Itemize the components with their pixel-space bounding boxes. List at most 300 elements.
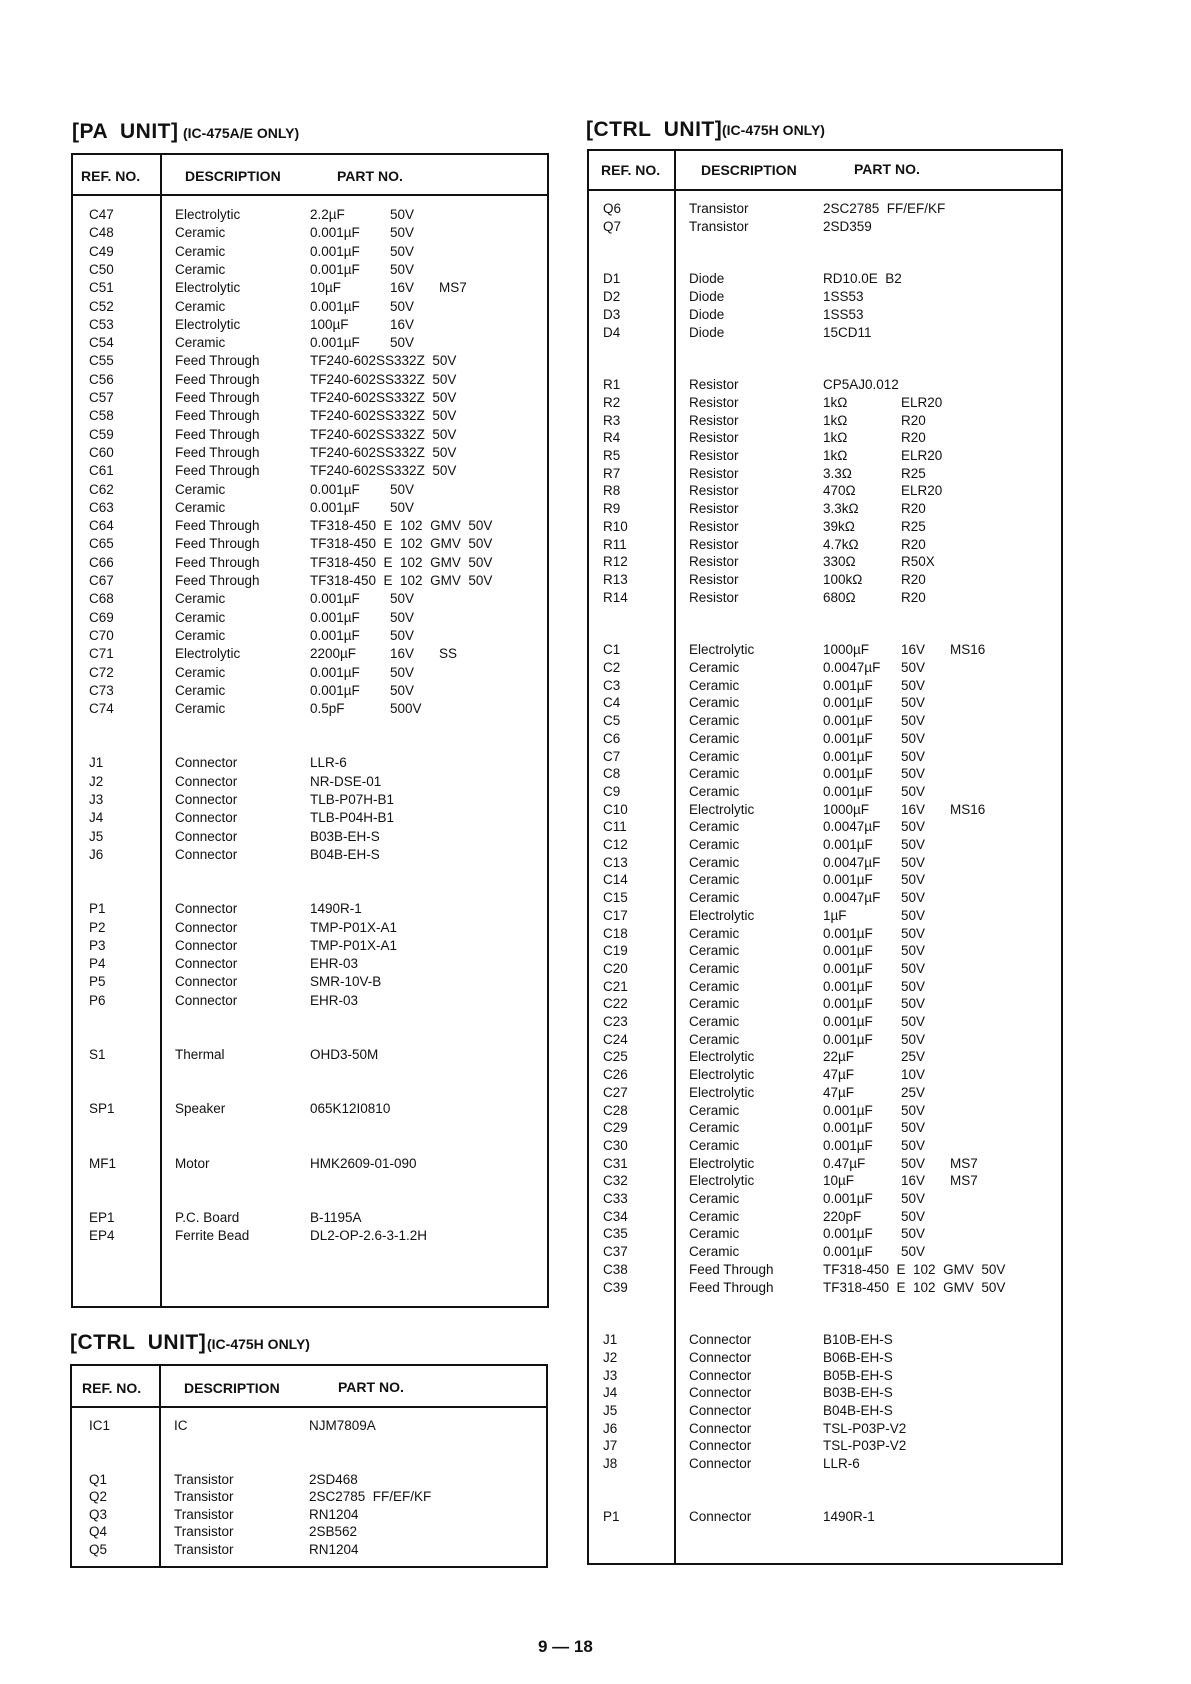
part-no: 220pF xyxy=(823,1208,862,1224)
description: Resistor xyxy=(689,483,739,499)
ref-no: J5 xyxy=(603,1403,618,1418)
part-rating: 16V xyxy=(390,646,415,662)
description: Electrolytic xyxy=(689,1084,755,1100)
ref-no: C62 xyxy=(89,481,114,497)
description: Connector xyxy=(175,828,238,844)
part-rating: ELR20 xyxy=(901,448,943,463)
part-no: 0.001µF xyxy=(823,960,873,976)
part-no: TSL-P03P-V2 xyxy=(823,1438,907,1454)
description: Ceramic xyxy=(689,854,740,870)
description: Connector xyxy=(175,792,238,807)
ref-no: R5 xyxy=(603,448,621,463)
part-no: TF318-450 E 102 GMV 50V xyxy=(823,1261,1006,1277)
ref-no: C24 xyxy=(603,1031,628,1047)
part-no: 065K12I0810 xyxy=(310,1101,391,1117)
ref-no: J5 xyxy=(89,828,104,844)
description: Feed Through xyxy=(175,536,260,552)
header-divider xyxy=(72,1406,546,1408)
ref-no: P1 xyxy=(89,901,106,917)
description: Motor xyxy=(175,1155,210,1171)
part-no: 2SC2785 FF/EF/KF xyxy=(823,201,946,216)
header-ref-no: REF. NO. xyxy=(82,1380,142,1396)
ref-no: Q2 xyxy=(89,1489,108,1504)
part-no: B-1195A xyxy=(310,1209,362,1225)
part-no: 1000µF xyxy=(823,801,870,817)
ref-no: Q6 xyxy=(603,201,622,216)
description: Connector xyxy=(689,1367,752,1383)
ref-no: R7 xyxy=(603,465,621,481)
description: Ceramic xyxy=(689,1102,740,1118)
part-rating: 50V xyxy=(901,730,926,746)
part-rating: 50V xyxy=(901,677,926,693)
description: Transistor xyxy=(174,1489,234,1504)
description: Ceramic xyxy=(689,978,740,994)
ref-no: C17 xyxy=(603,907,628,923)
ref-no: Q1 xyxy=(89,1471,108,1487)
part-no: TF318-450 E 102 GMV 50V xyxy=(310,536,493,552)
description: Electrolytic xyxy=(689,801,755,817)
description: Feed Through xyxy=(689,1261,774,1277)
part-no: B04B-EH-S xyxy=(823,1403,893,1418)
header-ref-no: REF. NO. xyxy=(601,162,661,178)
part-no: 2200µF xyxy=(310,646,357,662)
ref-no: C15 xyxy=(603,890,628,906)
header-description: DESCRIPTION xyxy=(185,168,281,184)
description: Resistor xyxy=(689,501,739,517)
description: Feed Through xyxy=(175,408,260,424)
ref-no: J6 xyxy=(603,1420,618,1436)
ref-no: C53 xyxy=(89,316,114,332)
description: Ceramic xyxy=(689,1226,740,1242)
ref-no: C58 xyxy=(89,408,114,424)
ref-no: C55 xyxy=(89,353,114,369)
part-no: 0.001µF xyxy=(823,766,873,782)
description: Feed Through xyxy=(175,390,260,405)
part-no: 39kΩ xyxy=(823,518,855,534)
part-no: 3.3kΩ xyxy=(823,501,859,517)
part-no: 0.001µF xyxy=(310,335,360,351)
part-rating: 50V xyxy=(390,243,415,259)
part-rating: 50V xyxy=(901,837,926,852)
description: Transistor xyxy=(174,1506,234,1522)
description: Diode xyxy=(689,306,725,322)
ref-no: P1 xyxy=(603,1508,620,1524)
part-no: HMK2609-01-090 xyxy=(310,1155,417,1171)
header-description: DESCRIPTION xyxy=(701,162,797,178)
ref-no: C51 xyxy=(89,280,114,296)
part-no: 0.001µF xyxy=(310,481,360,497)
ref-no: R13 xyxy=(603,571,628,587)
description: Feed Through xyxy=(175,353,260,369)
description: Diode xyxy=(689,289,725,305)
pa-unit-title: [PA UNIT] xyxy=(72,120,179,143)
part-no: 0.001µF xyxy=(310,298,360,314)
part-no: 0.0047µF xyxy=(823,819,881,835)
description: Speaker xyxy=(175,1101,226,1117)
description: Feed Through xyxy=(175,518,260,534)
ref-no: J8 xyxy=(603,1456,618,1472)
part-no: 1490R-1 xyxy=(823,1508,875,1524)
part-no: 1kΩ xyxy=(823,412,848,428)
part-no: 0.001µF xyxy=(823,996,873,1012)
part-no: 0.001µF xyxy=(823,1226,873,1242)
part-no: 2SC2785 FF/EF/KF xyxy=(309,1489,432,1504)
description: Connector xyxy=(175,846,238,862)
part-no: 2SB562 xyxy=(309,1524,358,1539)
ref-no: C19 xyxy=(603,943,628,959)
ref-no: C68 xyxy=(89,591,114,607)
part-no: 100kΩ xyxy=(823,571,863,587)
description: Transistor xyxy=(689,218,749,234)
ref-no: C61 xyxy=(89,463,114,479)
part-no: 47µF xyxy=(823,1067,855,1083)
ref-no: C29 xyxy=(603,1120,628,1136)
description: Electrolytic xyxy=(175,646,241,662)
description: IC xyxy=(174,1418,188,1433)
ref-no: C1 xyxy=(603,642,621,658)
description: Ceramic xyxy=(689,1014,740,1029)
part-no: 0.001µF xyxy=(823,1120,873,1136)
part-rating: R20 xyxy=(901,501,926,517)
ref-no: P3 xyxy=(89,937,106,953)
part-rating: R20 xyxy=(901,412,926,428)
ref-no: J3 xyxy=(603,1367,618,1383)
part-rating: 50V xyxy=(901,943,926,959)
column-divider xyxy=(159,1366,161,1566)
part-no: TF240-602SS332Z 50V xyxy=(310,444,457,460)
part-rating: 50V xyxy=(901,660,926,675)
part-rating: 500V xyxy=(390,701,422,717)
part-rating: 50V xyxy=(901,872,926,888)
part-rating: 50V xyxy=(901,907,926,923)
part-no: 0.001µF xyxy=(823,1191,873,1206)
part-no: LLR-6 xyxy=(310,755,347,771)
ref-no: R1 xyxy=(603,377,621,393)
part-no: TF240-602SS332Z 50V xyxy=(310,390,457,405)
description: Electrolytic xyxy=(689,1155,755,1171)
part-rating: ELR20 xyxy=(901,483,943,499)
ref-no: C74 xyxy=(89,701,114,717)
part-rating: 50V xyxy=(901,766,926,782)
header-part-no: PART NO. xyxy=(854,161,920,177)
header-part-no: PART NO. xyxy=(337,168,403,184)
part-no: 0.001µF xyxy=(310,664,360,680)
part-rating: R20 xyxy=(901,571,926,587)
part-no: NJM7809A xyxy=(309,1418,376,1433)
ref-no: R4 xyxy=(603,430,621,446)
ref-no: J2 xyxy=(89,773,104,789)
part-no: 680Ω xyxy=(823,589,856,605)
description: Connector xyxy=(175,919,238,935)
ref-no: D4 xyxy=(603,324,621,340)
part-no: TMP-P01X-A1 xyxy=(310,937,398,953)
column-divider xyxy=(674,151,676,1563)
part-note: MS7 xyxy=(950,1173,978,1189)
part-no: TF240-602SS332Z 50V xyxy=(310,426,457,442)
part-rating: 50V xyxy=(390,499,415,515)
part-no: 0.001µF xyxy=(823,1031,873,1047)
ref-no: C37 xyxy=(603,1244,628,1260)
description: Connector xyxy=(175,974,238,990)
ref-no: R10 xyxy=(603,518,628,534)
ref-no: C4 xyxy=(603,695,621,711)
ref-no: C25 xyxy=(603,1049,628,1065)
part-rating: 50V xyxy=(901,960,926,976)
part-no: 47µF xyxy=(823,1084,855,1100)
part-no: B03B-EH-S xyxy=(310,828,380,844)
ref-no: C50 xyxy=(89,261,114,277)
part-no: 0.001µF xyxy=(823,978,873,994)
description: Transistor xyxy=(689,201,749,216)
description: Electrolytic xyxy=(689,907,755,923)
ref-no: D1 xyxy=(603,271,621,287)
description: Ferrite Bead xyxy=(175,1228,250,1244)
part-no: 0.001µF xyxy=(823,837,873,852)
description: Ceramic xyxy=(175,682,226,698)
part-rating: 50V xyxy=(901,1244,926,1260)
ref-no: C54 xyxy=(89,335,114,351)
part-no: 0.0047µF xyxy=(823,890,881,906)
part-rating: 50V xyxy=(901,1014,926,1029)
ref-no: C48 xyxy=(89,225,114,241)
ref-no: EP1 xyxy=(89,1209,115,1225)
ref-no: J6 xyxy=(89,846,104,862)
ref-no: D3 xyxy=(603,306,621,322)
part-no: NR-DSE-01 xyxy=(310,773,382,789)
ref-no: C5 xyxy=(603,713,621,729)
description: Resistor xyxy=(689,589,739,605)
part-rating: 50V xyxy=(390,609,415,625)
ref-no: SP1 xyxy=(89,1101,115,1117)
ref-no: C69 xyxy=(89,609,114,625)
pa-unit-subtitle: (IC-475A/E ONLY) xyxy=(183,125,300,141)
part-no: 0.001µF xyxy=(823,1244,873,1260)
part-rating: 25V xyxy=(901,1084,926,1100)
ref-no: C63 xyxy=(89,499,114,515)
ref-no: C11 xyxy=(603,819,627,835)
description: Resistor xyxy=(689,536,739,552)
part-no: 2SD359 xyxy=(823,218,872,234)
part-no: EHR-03 xyxy=(310,956,359,972)
ref-no: C47 xyxy=(89,207,114,222)
part-no: RN1204 xyxy=(309,1541,359,1557)
part-no: TF318-450 E 102 GMV 50V xyxy=(823,1279,1006,1295)
ctrl-unit-bottom-title: [CTRL UNIT] xyxy=(70,1331,207,1354)
part-rating: 50V xyxy=(901,713,926,729)
ref-no: C49 xyxy=(89,243,114,259)
description: Ceramic xyxy=(175,243,226,259)
description: Ceramic xyxy=(689,713,740,729)
ref-no: C13 xyxy=(603,854,628,870)
part-rating: 50V xyxy=(390,627,415,643)
part-no: 0.001µF xyxy=(823,748,873,764)
description: Ceramic xyxy=(689,730,740,746)
part-no: 0.001µF xyxy=(823,677,873,693)
ref-no: R12 xyxy=(603,554,628,570)
description: Ceramic xyxy=(689,1120,740,1136)
part-rating: 50V xyxy=(390,298,415,314)
part-no: TF240-602SS332Z 50V xyxy=(310,353,457,369)
description: Electrolytic xyxy=(689,1049,755,1065)
part-no: 0.001µF xyxy=(310,627,360,643)
description: Ceramic xyxy=(689,1137,740,1153)
part-no: TF318-450 E 102 GMV 50V xyxy=(310,554,493,570)
part-rating: 50V xyxy=(901,1137,926,1153)
part-note: SS xyxy=(439,646,458,662)
part-no: 1kΩ xyxy=(823,430,848,446)
description: Connector xyxy=(689,1456,752,1472)
part-rating: 50V xyxy=(390,481,415,497)
part-no: 4.7kΩ xyxy=(823,536,859,552)
part-no: 0.0047µF xyxy=(823,660,881,675)
part-no: 0.001µF xyxy=(823,713,873,729)
description: Connector xyxy=(689,1508,752,1524)
part-no: 10µF xyxy=(310,280,342,296)
part-no: 1SS53 xyxy=(823,306,864,322)
part-rating: 50V xyxy=(901,1102,926,1118)
part-rating: 50V xyxy=(390,261,415,277)
description: Feed Through xyxy=(175,554,260,570)
description: Ceramic xyxy=(689,925,740,941)
ref-no: C3 xyxy=(603,677,621,693)
description: Ceramic xyxy=(689,660,740,675)
ref-no: J4 xyxy=(603,1385,618,1401)
part-no: 0.001µF xyxy=(310,682,360,698)
description: Feed Through xyxy=(175,426,260,442)
description: Ceramic xyxy=(175,481,226,497)
part-no: LLR-6 xyxy=(823,1456,860,1472)
part-no: B06B-EH-S xyxy=(823,1349,893,1365)
part-no: 1SS53 xyxy=(823,289,864,305)
ref-no: J2 xyxy=(603,1349,618,1365)
ref-no: Q5 xyxy=(89,1541,108,1557)
description: Ceramic xyxy=(689,1191,740,1206)
part-no: 1490R-1 xyxy=(310,901,362,917)
description: Transistor xyxy=(174,1541,234,1557)
part-no: 2.2µF xyxy=(310,207,345,222)
ref-no: P6 xyxy=(89,992,106,1008)
part-no: 470Ω xyxy=(823,483,856,499)
ref-no: C21 xyxy=(603,978,628,994)
ref-no: P4 xyxy=(89,956,106,972)
ref-no: J7 xyxy=(603,1438,618,1454)
part-no: 0.001µF xyxy=(823,1102,873,1118)
ref-no: J1 xyxy=(603,1332,618,1348)
description: Ceramic xyxy=(689,783,740,799)
part-no: B10B-EH-S xyxy=(823,1332,893,1348)
ref-no: C9 xyxy=(603,783,621,799)
ref-no: C8 xyxy=(603,766,621,782)
part-no: 15CD11 xyxy=(823,324,872,340)
ref-no: C66 xyxy=(89,554,114,570)
description: Ceramic xyxy=(175,627,226,643)
part-rating: R25 xyxy=(901,465,926,481)
ref-no: C30 xyxy=(603,1137,628,1153)
description: Resistor xyxy=(689,465,739,481)
part-no: TF318-450 E 102 GMV 50V xyxy=(310,518,493,534)
part-no: TF240-602SS332Z 50V xyxy=(310,408,457,424)
part-rating: 50V xyxy=(901,1155,926,1171)
ref-no: R11 xyxy=(603,536,627,552)
part-no: 0.001µF xyxy=(823,1137,873,1153)
description: Connector xyxy=(175,901,238,917)
part-no: 0.001µF xyxy=(823,1014,873,1029)
ref-no: C20 xyxy=(603,960,628,976)
part-no: 0.001µF xyxy=(823,925,873,941)
part-no: CP5AJ0.012 xyxy=(823,377,899,393)
description: Ceramic xyxy=(689,837,740,852)
part-rating: 16V xyxy=(390,316,415,332)
part-no: 10µF xyxy=(823,1173,855,1189)
part-rating: 50V xyxy=(901,1208,926,1224)
part-no: TF240-602SS332Z 50V xyxy=(310,371,457,387)
part-rating: 16V xyxy=(390,280,415,296)
ref-no: D2 xyxy=(603,289,621,305)
part-no: B04B-EH-S xyxy=(310,846,380,862)
ref-no: C60 xyxy=(89,444,114,460)
part-rating: 50V xyxy=(390,207,415,222)
ref-no: C57 xyxy=(89,390,114,405)
description: Feed Through xyxy=(175,573,260,588)
description: Ceramic xyxy=(689,1208,740,1224)
part-no: 1000µF xyxy=(823,642,870,658)
description: Feed Through xyxy=(689,1279,774,1295)
part-rating: 50V xyxy=(901,1120,926,1136)
ref-no: C72 xyxy=(89,664,114,680)
description: Ceramic xyxy=(689,996,740,1012)
part-no: RN1204 xyxy=(309,1506,359,1522)
part-no: 0.001µF xyxy=(823,783,873,799)
ref-no: Q3 xyxy=(89,1506,108,1522)
part-no: TF318-450 E 102 GMV 50V xyxy=(310,573,493,588)
ref-no: C38 xyxy=(603,1261,628,1277)
part-note: MS16 xyxy=(950,642,986,658)
ref-no: C64 xyxy=(89,518,114,534)
description: Ceramic xyxy=(175,225,226,241)
part-rating: 10V xyxy=(901,1067,926,1083)
ref-no: C26 xyxy=(603,1067,628,1083)
part-no: 0.001µF xyxy=(310,499,360,515)
ref-no: Q7 xyxy=(603,218,622,234)
description: Resistor xyxy=(689,518,739,534)
part-no: 1kΩ xyxy=(823,394,848,410)
part-rating: 50V xyxy=(901,695,926,711)
part-rating: R20 xyxy=(901,589,926,605)
part-no: 22µF xyxy=(823,1049,855,1065)
ref-no: R3 xyxy=(603,412,621,428)
description: Electrolytic xyxy=(175,280,241,296)
ctrl-unit-bottom-subtitle: (IC-475H ONLY) xyxy=(207,1336,310,1352)
part-rating: 50V xyxy=(901,1031,926,1047)
part-rating: R20 xyxy=(901,430,926,446)
header-divider xyxy=(73,194,547,196)
part-rating: 16V xyxy=(901,801,926,817)
ref-no: Q4 xyxy=(89,1524,108,1539)
description: Ceramic xyxy=(689,872,740,888)
part-rating: 50V xyxy=(901,978,926,994)
description: Diode xyxy=(689,271,725,287)
ref-no: R14 xyxy=(603,589,628,605)
ref-no: C33 xyxy=(603,1191,628,1206)
ref-no: R8 xyxy=(603,483,621,499)
part-rating: 50V xyxy=(390,682,415,698)
ref-no: C23 xyxy=(603,1014,628,1029)
description: Electrolytic xyxy=(689,642,755,658)
part-rating: R20 xyxy=(901,536,926,552)
description: Connector xyxy=(689,1403,752,1418)
part-rating: 50V xyxy=(901,854,926,870)
description: Resistor xyxy=(689,377,739,393)
